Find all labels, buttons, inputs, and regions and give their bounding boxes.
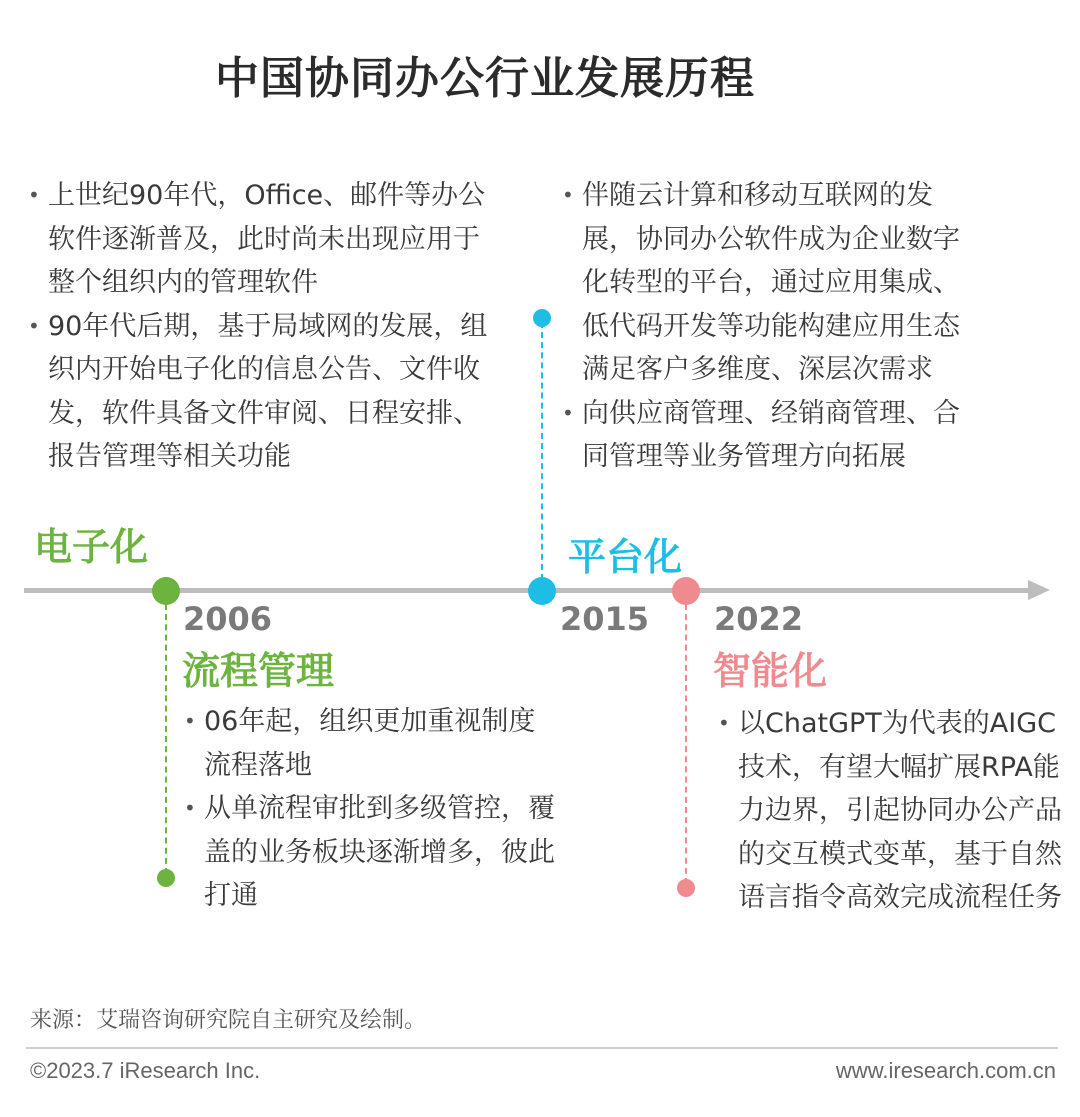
list-item: • 从单流程审批到多级管控，覆盖的业务板块逐渐增多，彼此打通 [184, 787, 556, 918]
stage-intelligent-bullets [718, 702, 1072, 920]
milestone-2022-end-dot [677, 879, 695, 897]
stage-electronic-bullets [28, 174, 506, 479]
list-item: • 06年起，组织更加重视制度流程落地 [184, 700, 556, 787]
milestone-2015-dot [528, 577, 556, 605]
milestone-2022-connector [685, 604, 687, 884]
list-item: • 90年代后期，基于局域网的发展，组织内开始电子化的信息公告、文件收发，软件具备文件审阅、日程安排、报告管理等相关功能 [28, 305, 506, 479]
stage-electronic-label: 电子化 [34, 525, 149, 569]
year-2006: 2006 [183, 600, 273, 638]
milestone-2015-end-dot [533, 309, 551, 327]
stage-intelligent-label: 智能化 [713, 649, 828, 693]
list-item: • 向供应商管理、经销商管理、合同管理等业务管理方向拓展 [562, 392, 982, 479]
milestone-2015-connector [541, 322, 543, 580]
page-title: 中国协同办公行业发展历程 [215, 53, 755, 104]
stage-platform-label: 平台化 [568, 535, 683, 579]
footer-website-link[interactable]: www.iresearch.com.cn [835, 1058, 1056, 1083]
timeline-arrow-icon [1028, 580, 1050, 600]
footer-copyright: ©2023.7 iResearch Inc. [30, 1058, 261, 1083]
list-item: • 上世纪90年代，Office、邮件等办公软件逐渐普及，此时尚未出现应用于整个组织内的管理软件 [28, 174, 506, 305]
stage-process-label: 流程管理 [182, 649, 335, 693]
stage-platform-bullets [562, 174, 982, 479]
milestone-2006-connector [165, 604, 167, 874]
year-2015: 2015 [560, 600, 650, 638]
milestone-2006-dot [152, 577, 180, 605]
list-item: • 伴随云计算和移动互联网的发展，协同办公软件成为企业数字化转型的平台，通过应用集成、低代码开发等功能构建应用生态满足客户多维度、深层次需求 [562, 174, 982, 392]
source-note: 来源：艾瑞咨询研究院自主研究及绘制。 [30, 1008, 427, 1033]
footer-divider [26, 1047, 1058, 1049]
milestone-2022-dot [672, 577, 700, 605]
milestone-2006-end-dot [157, 869, 175, 887]
year-2022: 2022 [714, 600, 804, 638]
stage-process-bullets [184, 700, 556, 918]
list-item: • 以ChatGPT为代表的AIGC技术，有望大幅扩展RPA能力边界，引起协同办公产品的交互模式变革，基于自然语言指令高效完成流程任务 [718, 702, 1072, 920]
